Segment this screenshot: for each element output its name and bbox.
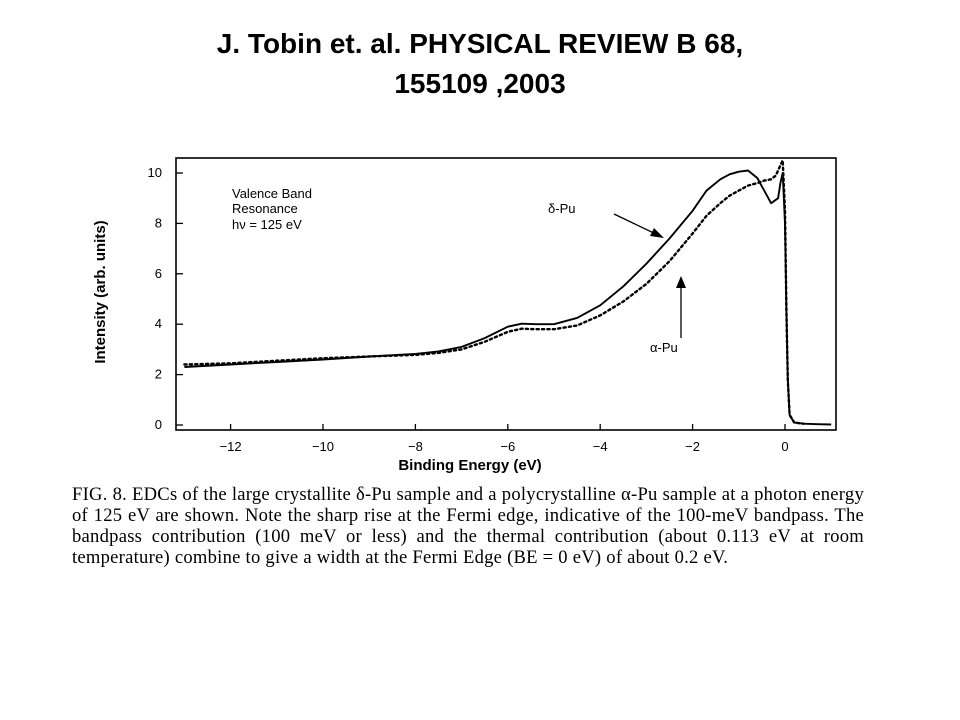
- label-delta-pu: δ-Pu: [548, 201, 576, 216]
- y-tick-label: 6: [154, 265, 162, 281]
- title-line-2: 155109 ,2003: [394, 68, 566, 99]
- y-tick-label: 4: [154, 316, 162, 332]
- x-tick-label: 0: [781, 439, 789, 454]
- inset-line-1: Valence Band: [232, 186, 312, 201]
- y-tick-label: 8: [154, 215, 162, 231]
- title-line-1: J. Tobin et. al. PHYSICAL REVIEW B 68,: [216, 28, 744, 59]
- x-tick-label: −8: [407, 439, 423, 454]
- x-axis-label: Binding Energy (eV): [398, 457, 542, 474]
- y-tick-label: 2: [154, 366, 162, 382]
- x-tick-label: −6: [500, 439, 516, 454]
- y-tick-label: 0: [154, 417, 162, 432]
- x-tick-label: −2: [685, 439, 701, 454]
- delta-pu-arrowhead: [650, 228, 664, 238]
- inset-line-2: Resonance: [232, 201, 298, 216]
- label-alpha-pu: α-Pu: [650, 340, 678, 355]
- x-tick-label: −10: [311, 439, 335, 454]
- alpha-pu-arrowhead: [676, 276, 686, 288]
- x-tick-label: −4: [592, 439, 608, 454]
- inset-line-3: hν = 125 eV: [232, 217, 302, 232]
- x-tick-label: −12: [219, 439, 242, 454]
- y-tick-label: 10: [147, 165, 162, 180]
- y-axis-label: Intensity (arb. units): [92, 220, 109, 364]
- figure-caption: FIG. 8. EDCs of the large crystallite δ-Pu sample and a polycrystalline α-Pu sample at a photon energy of 125 eV are shown. Note the sharp rise at the Fermi edge, indicative of the 100-meV bandpass. The bandpass contribution (100 meV or less) and the thermal contribution (about 0.113 eV at room temperature) combine to give a width at the Fermi Edge (BE = 0 eV) of about 0.2 eV.: [72, 484, 864, 568]
